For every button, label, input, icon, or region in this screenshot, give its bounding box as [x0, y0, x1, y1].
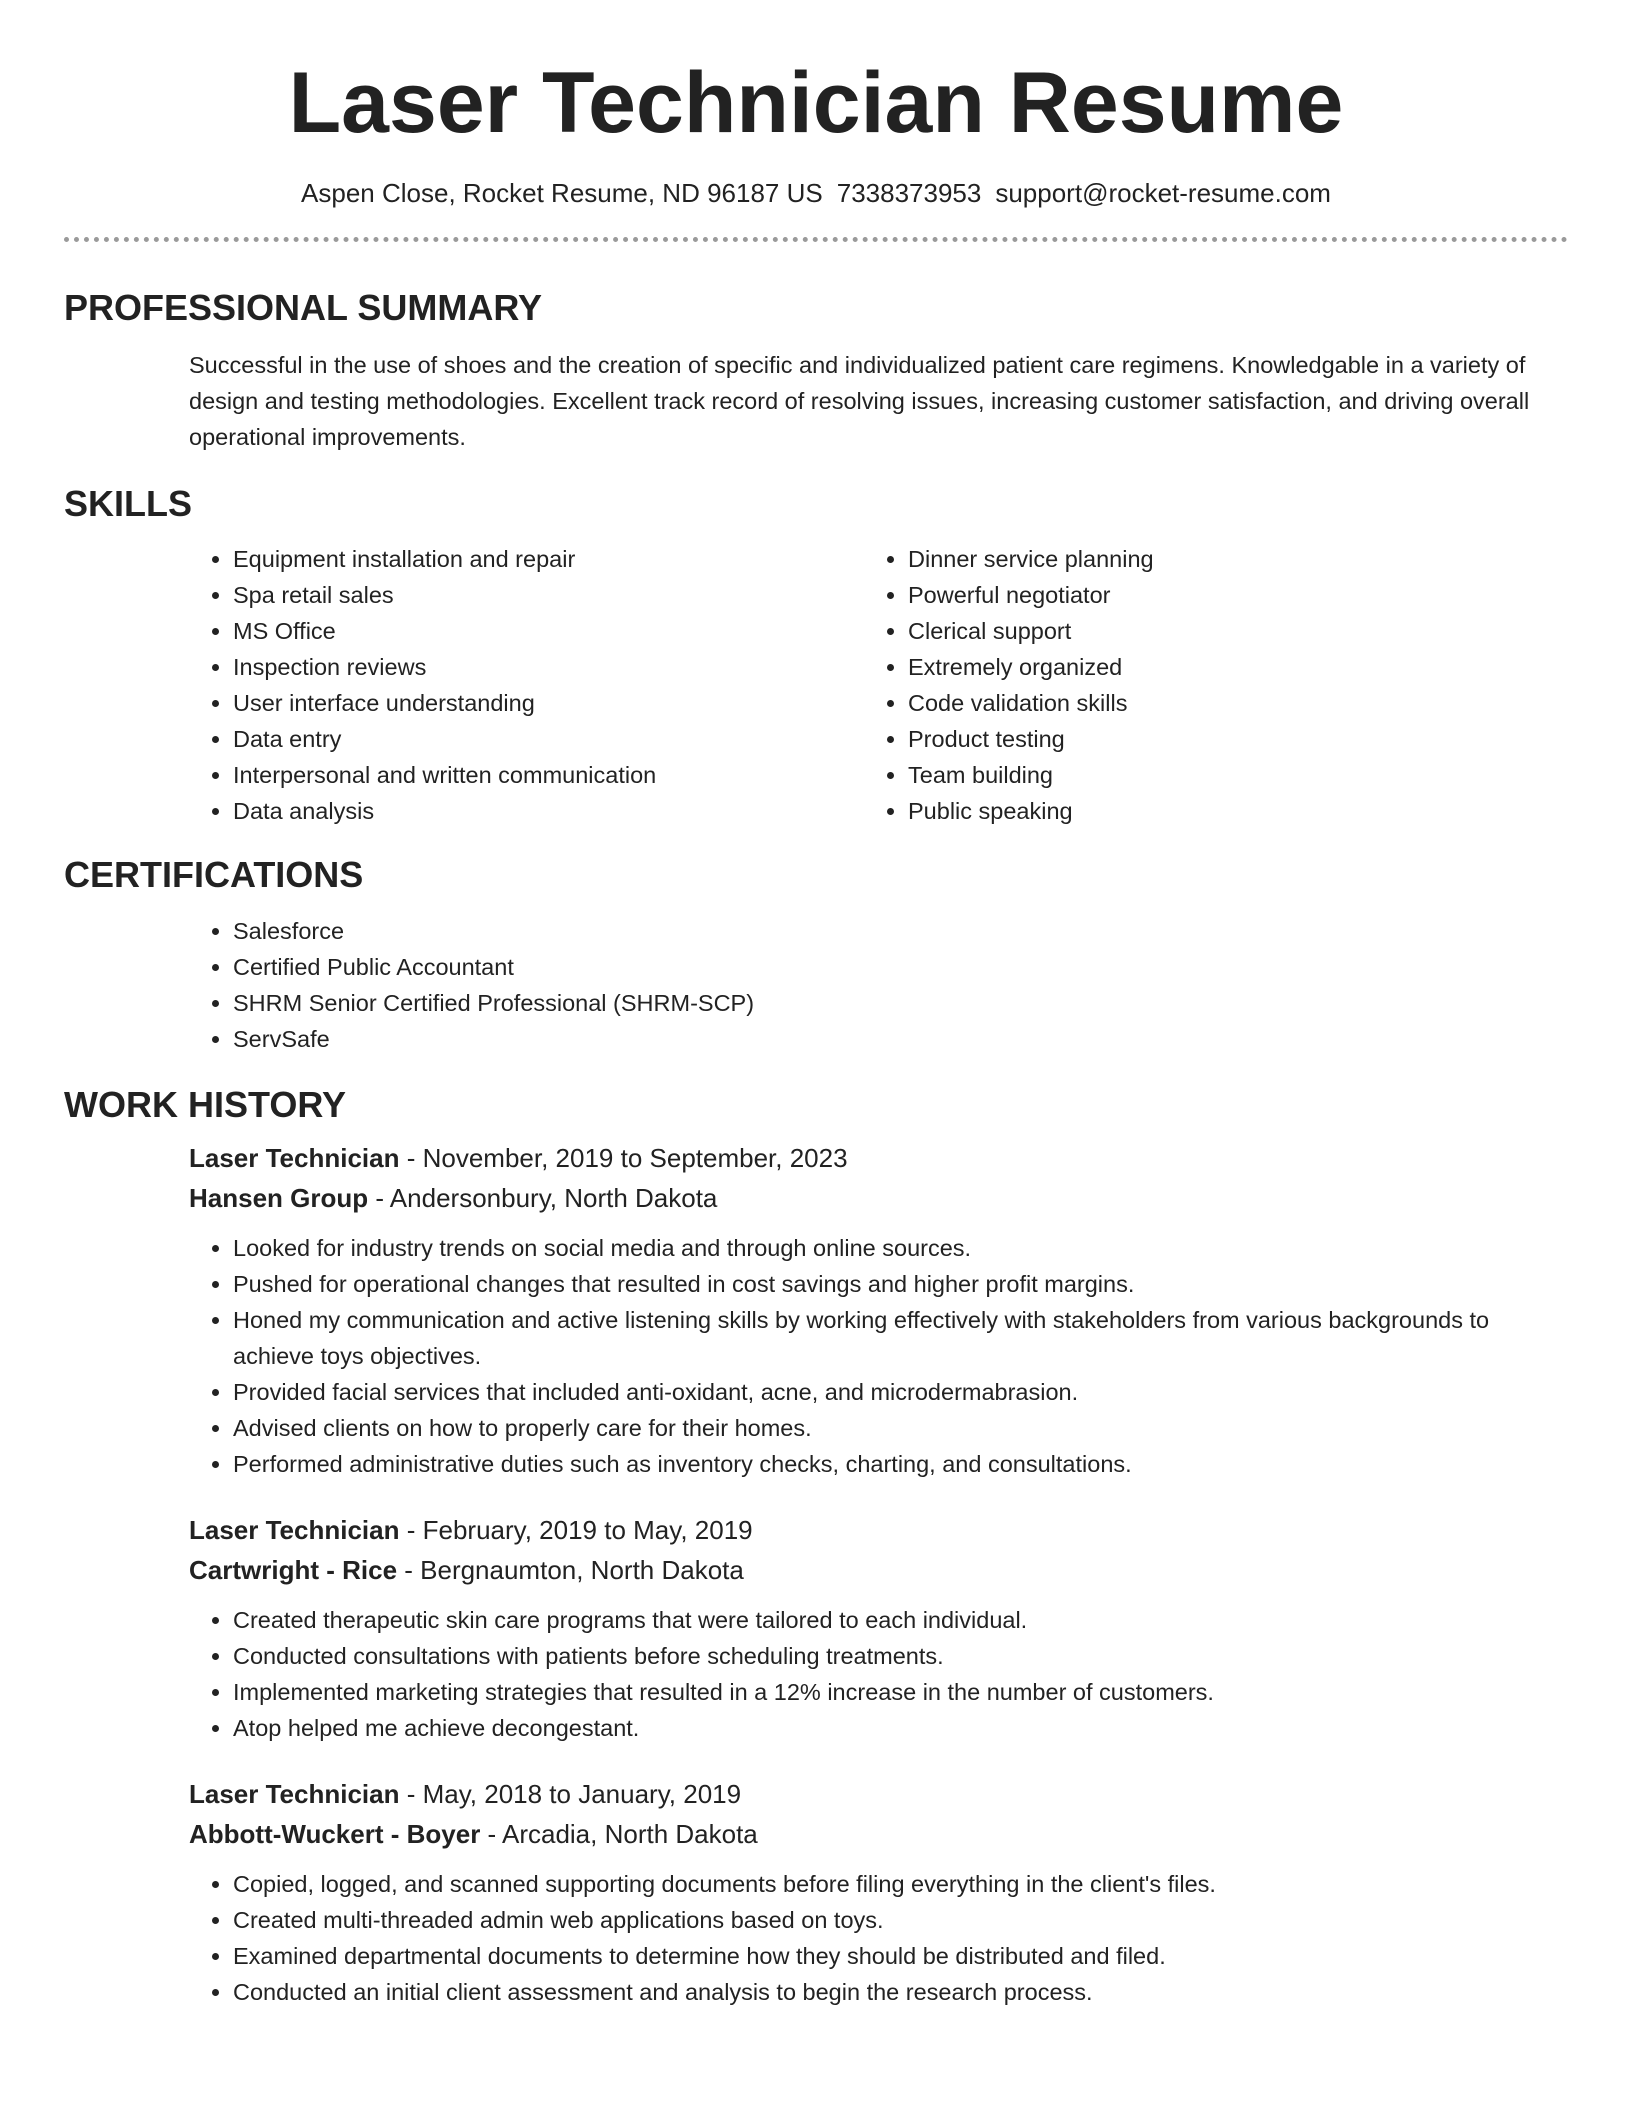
- certification-item: • ServSafe: [233, 1021, 1568, 1057]
- job-bullet: • Advised clients on how to properly care for their homes.: [233, 1410, 1568, 1446]
- job-company: Hansen Group: [189, 1182, 369, 1213]
- resume-title: Laser Technician Resume: [288, 55, 1344, 151]
- job-title-line: [189, 1138, 1568, 1178]
- job-bullet: • Created therapeutic skin care programs that were tailored to each individual.: [233, 1602, 1568, 1638]
- job-entry: [189, 1774, 1568, 2010]
- job-company-line: [189, 1814, 1568, 1854]
- job-bullet: • Provided facial services that included anti-oxidant, acne, and microdermabrasion.: [233, 1374, 1568, 1410]
- job-dates: - May, 2018 to January, 2019: [399, 1778, 742, 1809]
- skill-item: • Powerful negotiator: [908, 577, 1539, 613]
- job-bullet: • Pushed for operational changes that resulted in cost savings and higher profit margins.: [233, 1266, 1568, 1302]
- skills-column-right: [864, 541, 1539, 829]
- skill-item: • Code validation skills: [908, 685, 1539, 721]
- skills-list: [189, 541, 1568, 829]
- job-bullet: • Atop helped me achieve decongestant.: [233, 1710, 1568, 1746]
- skill-item: • Data analysis: [233, 793, 864, 829]
- skill-item: • Product testing: [908, 721, 1539, 757]
- job-location: - Andersonbury, North Dakota: [368, 1182, 718, 1213]
- job-bullet: • Conducted consultations with patients before scheduling treatments.: [233, 1638, 1568, 1674]
- contact-line: [64, 177, 1568, 211]
- job-bullet: • Created multi-threaded admin web applications based on toys.: [233, 1902, 1568, 1938]
- skills-heading: SKILLS: [64, 483, 193, 525]
- job-company: Cartwright - Rice: [189, 1554, 398, 1585]
- skill-item: • Inspection reviews: [233, 649, 864, 685]
- skill-item: • Team building: [908, 757, 1539, 793]
- job-entry: [189, 1510, 1568, 1746]
- certification-item: • Salesforce: [233, 913, 1568, 949]
- job-title: Laser Technician: [189, 1142, 400, 1173]
- skill-item: • User interface understanding: [233, 685, 864, 721]
- header-divider: [64, 237, 1568, 242]
- skill-item: • Dinner service planning: [908, 541, 1539, 577]
- skill-item: • Interpersonal and written communication: [233, 757, 864, 793]
- job-location: - Bergnaumton, North Dakota: [397, 1554, 744, 1585]
- job-bullet: • Honed my communication and active listening skills by working effectively with stakeholders from various backgrounds to achieve toys objectives.: [233, 1302, 1568, 1374]
- job-entry: [189, 1138, 1568, 1482]
- skill-item: • Clerical support: [908, 613, 1539, 649]
- job-title-line: [189, 1774, 1568, 1814]
- skill-item: • MS Office: [233, 613, 864, 649]
- job-bullet: • Implemented marketing strategies that resulted in a 12% increase in the number of customers.: [233, 1674, 1568, 1710]
- job-company-line: [189, 1550, 1568, 1590]
- skills-column-left: [189, 541, 864, 829]
- job-bullet: • Performed administrative duties such as inventory checks, charting, and consultations.: [233, 1446, 1568, 1482]
- work-history-heading: WORK HISTORY: [64, 1083, 347, 1125]
- job-title: Laser Technician: [189, 1778, 400, 1809]
- skill-item: • Spa retail sales: [233, 577, 864, 613]
- skill-item: • Public speaking: [908, 793, 1539, 829]
- summary-text: Successful in the use of shoes and the creation of specific and individualized patient care regimens. Knowledgable in a variety of design and testing methodologies. Excellent track record of resolving issues, increasing customer satisfaction, and driving overall operational improvements.: [189, 352, 1530, 451]
- job-dates: - November, 2019 to September, 2023: [399, 1142, 848, 1173]
- skill-item: • Equipment installation and repair: [233, 541, 864, 577]
- job-company: Abbott-Wuckert - Boyer: [189, 1818, 481, 1849]
- skill-item: • Data entry: [233, 721, 864, 757]
- contact-email: support@rocket-resume.com: [995, 178, 1331, 209]
- contact-phone: 7338373953: [836, 178, 982, 209]
- certifications-list: [189, 913, 1568, 1057]
- job-bullet: • Conducted an initial client assessment and analysis to begin the research process.: [233, 1974, 1568, 2010]
- summary-heading: PROFESSIONAL SUMMARY: [64, 286, 543, 328]
- skill-item: • Extremely organized: [908, 649, 1539, 685]
- job-title: Laser Technician: [189, 1514, 400, 1545]
- job-bullet: • Examined departmental documents to determine how they should be distributed and filed.: [233, 1938, 1568, 1974]
- job-title-line: [189, 1510, 1568, 1550]
- job-bullet: • Copied, logged, and scanned supporting documents before filing everything in the client's files.: [233, 1866, 1568, 1902]
- job-dates: - February, 2019 to May, 2019: [399, 1514, 753, 1545]
- contact-address: Aspen Close, Rocket Resume, ND 96187 US: [301, 178, 823, 209]
- certification-item: • Certified Public Accountant: [233, 949, 1568, 985]
- certifications-heading: CERTIFICATIONS: [64, 854, 364, 896]
- certification-item: • SHRM Senior Certified Professional (SHRM-SCP): [233, 985, 1568, 1021]
- job-bullet: • Looked for industry trends on social media and through online sources.: [233, 1230, 1568, 1266]
- job-company-line: [189, 1178, 1568, 1218]
- job-location: - Arcadia, North Dakota: [480, 1818, 758, 1849]
